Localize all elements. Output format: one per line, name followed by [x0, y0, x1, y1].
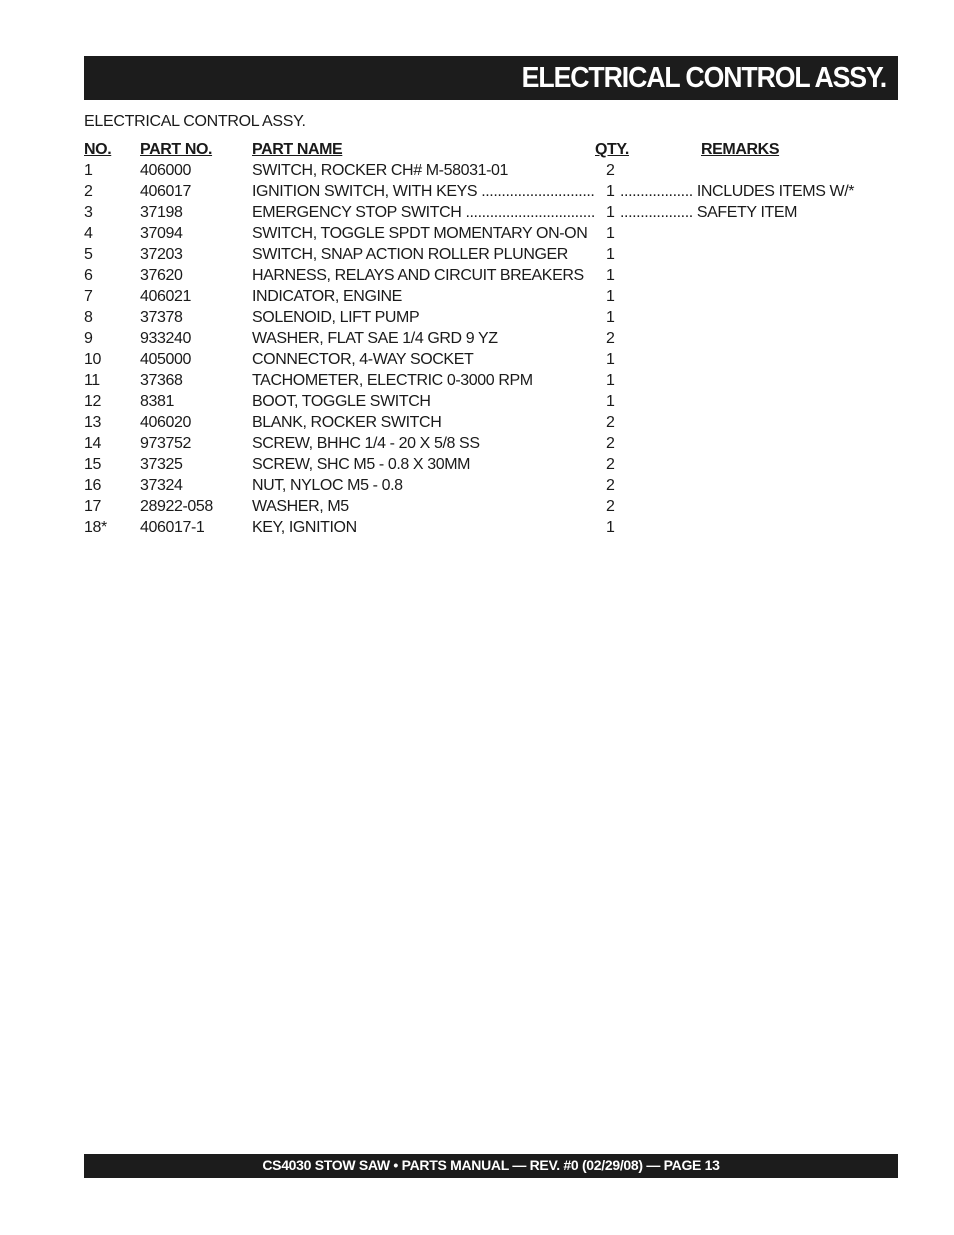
row-part-no: 406017-1: [140, 519, 205, 536]
table-row: [0, 414, 954, 435]
row-part-no: 37094: [140, 225, 183, 242]
table-row: [0, 288, 954, 309]
row-part-name: HARNESS, RELAYS AND CIRCUIT BREAKERS: [252, 267, 584, 284]
row-part-name: IGNITION SWITCH, WITH KEYS ............................: [252, 183, 595, 200]
row-qty: 2: [606, 162, 615, 179]
table-row: [0, 162, 954, 183]
row-qty: 2: [606, 330, 615, 347]
row-part-no: 37368: [140, 372, 183, 389]
row-qty: 2: [606, 498, 615, 515]
row-part-no: 28922-058: [140, 498, 213, 515]
row-part-name: SCREW, SHC M5 - 0.8 X 30MM: [252, 456, 471, 473]
row-no: 7: [84, 288, 93, 305]
row-qty: 1: [606, 246, 615, 263]
row-part-name: TACHOMETER, ELECTRIC 0-3000 RPM: [252, 372, 533, 389]
column-header-no: NO.: [84, 141, 112, 158]
row-part-no: 405000: [140, 351, 191, 368]
row-no: 6: [84, 267, 93, 284]
table-row: [0, 204, 954, 225]
row-part-no: 37325: [140, 456, 183, 473]
row-part-name: CONNECTOR, 4-WAY SOCKET: [252, 351, 474, 368]
row-part-no: 406021: [140, 288, 191, 305]
row-no: 3: [84, 204, 93, 221]
table-row: [0, 267, 954, 288]
row-qty: 1: [606, 225, 615, 242]
row-qty: 1: [606, 351, 615, 368]
table-row: [0, 183, 954, 204]
row-part-no: 37324: [140, 477, 183, 494]
row-part-no: 37378: [140, 309, 183, 326]
title-bar: [84, 56, 898, 100]
row-no: 2: [84, 183, 93, 200]
row-part-no: 37203: [140, 246, 183, 263]
column-header-part-name: PART NAME: [252, 141, 343, 158]
row-part-name: SWITCH, SNAP ACTION ROLLER PLUNGER: [252, 246, 568, 263]
row-no: 5: [84, 246, 93, 263]
table-row: [0, 393, 954, 414]
row-no: 9: [84, 330, 93, 347]
row-part-name: SWITCH, TOGGLE SPDT MOMENTARY ON-ON: [252, 225, 588, 242]
parts-table-body: [0, 162, 954, 540]
row-part-no: 406020: [140, 414, 191, 431]
row-no: 14: [84, 435, 101, 452]
footer-text: CS4030 STOW SAW • PARTS MANUAL — REV. #0 (02/29/08) — PAGE 13: [262, 1157, 720, 1173]
row-remarks: .................. SAFETY ITEM: [620, 204, 798, 221]
page-title: ELECTRICAL CONTROL ASSY.: [521, 62, 886, 94]
row-qty: 1: [606, 183, 615, 200]
table-row: [0, 330, 954, 351]
row-part-no: 37198: [140, 204, 183, 221]
row-qty: 1: [606, 288, 615, 305]
row-part-name: INDICATOR, ENGINE: [252, 288, 402, 305]
row-part-name: EMERGENCY STOP SWITCH ................................: [252, 204, 595, 221]
row-part-name: SOLENOID, LIFT PUMP: [252, 309, 420, 326]
row-qty: 1: [606, 393, 615, 410]
row-no: 12: [84, 393, 101, 410]
table-row: [0, 225, 954, 246]
row-part-name: BOOT, TOGGLE SWITCH: [252, 393, 431, 410]
row-part-no: 406017: [140, 183, 191, 200]
table-row: [0, 435, 954, 456]
row-no: 8: [84, 309, 93, 326]
row-qty: 2: [606, 456, 615, 473]
row-part-name: BLANK, ROCKER SWITCH: [252, 414, 442, 431]
row-part-no: 37620: [140, 267, 183, 284]
row-remarks: .................. INCLUDES ITEMS W/*: [620, 183, 855, 200]
row-qty: 1: [606, 204, 615, 221]
table-row: [0, 309, 954, 330]
row-part-name: KEY, IGNITION: [252, 519, 357, 536]
row-part-name: WASHER, FLAT SAE 1/4 GRD 9 YZ: [252, 330, 498, 347]
row-qty: 2: [606, 477, 615, 494]
footer-bar: [84, 1154, 898, 1178]
row-part-no: 8381: [140, 393, 174, 410]
row-no: 11: [84, 372, 100, 389]
row-no: 16: [84, 477, 101, 494]
row-no: 13: [84, 414, 101, 431]
row-qty: 1: [606, 519, 615, 536]
table-row: [0, 456, 954, 477]
table-row: [0, 372, 954, 393]
table-row: [0, 477, 954, 498]
row-no: 4: [84, 225, 93, 242]
row-qty: 1: [606, 267, 615, 284]
row-qty: 2: [606, 435, 615, 452]
table-row: [0, 351, 954, 372]
row-part-name: SWITCH, ROCKER CH# M-58031-01: [252, 162, 509, 179]
row-part-name: SCREW, BHHC 1/4 - 20 X 5/8 SS: [252, 435, 480, 452]
column-header-part-no: PART NO.: [140, 141, 213, 158]
table-row: [0, 498, 954, 519]
row-no: 17: [84, 498, 101, 515]
column-header-remarks: REMARKS: [701, 141, 780, 158]
row-no: 18*: [84, 519, 107, 536]
table-row: [0, 519, 954, 540]
table-row: [0, 246, 954, 267]
section-subtitle: ELECTRICAL CONTROL ASSY.: [84, 113, 306, 130]
row-no: 10: [84, 351, 101, 368]
row-part-name: NUT, NYLOC M5 - 0.8: [252, 477, 403, 494]
column-header-qty: QTY.: [595, 141, 629, 158]
row-no: 1: [84, 162, 93, 179]
row-qty: 1: [606, 372, 615, 389]
row-qty: 1: [606, 309, 615, 326]
row-qty: 2: [606, 414, 615, 431]
table-header: [0, 141, 954, 161]
row-part-no: 406000: [140, 162, 191, 179]
row-part-no: 973752: [140, 435, 191, 452]
row-part-name: WASHER, M5: [252, 498, 349, 515]
row-no: 15: [84, 456, 101, 473]
row-part-no: 933240: [140, 330, 191, 347]
